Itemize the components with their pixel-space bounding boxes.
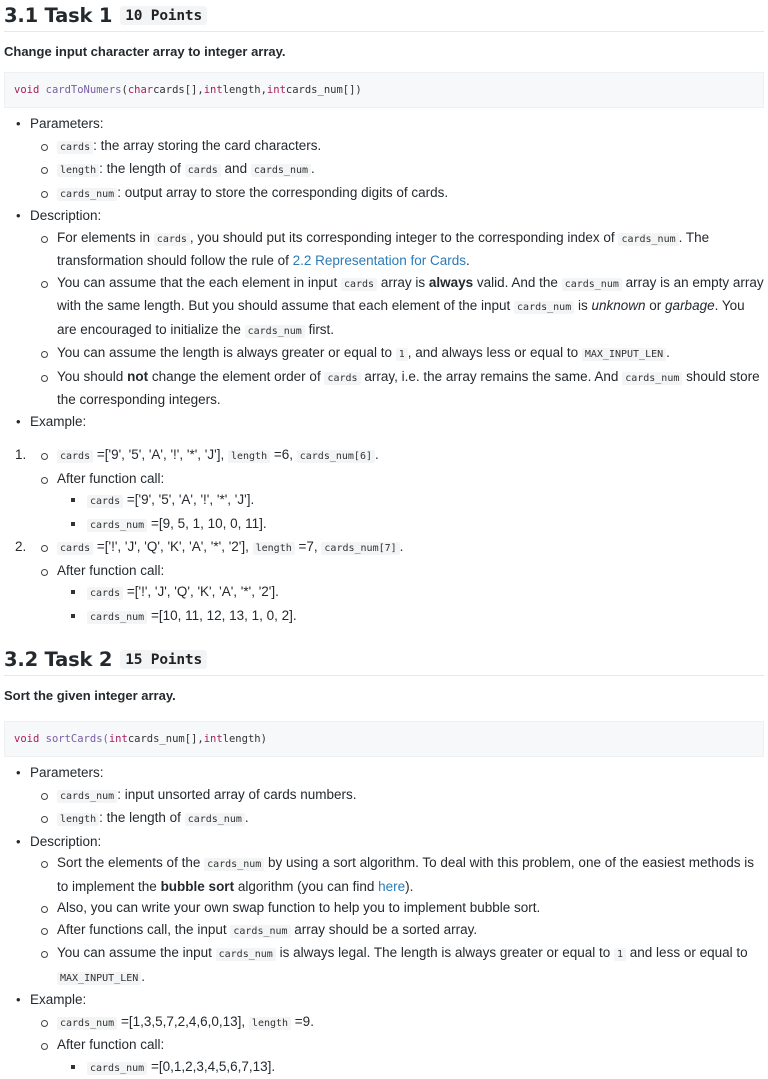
task1-example-2 bbox=[4, 536, 764, 560]
desc-text: You can assume the length is always greater or equal to bbox=[57, 345, 396, 360]
task2-desc-label: • Description: bbox=[4, 831, 764, 853]
param-text: and bbox=[221, 161, 251, 176]
sig1-p2-type: int bbox=[204, 84, 223, 96]
param-text: : the length of bbox=[99, 810, 185, 825]
desc-text: . The transformation should follow the rule of bbox=[57, 230, 709, 269]
inline-code: cards_num bbox=[204, 858, 264, 871]
inline-code: cards bbox=[57, 542, 93, 555]
example-result bbox=[4, 489, 764, 513]
sig1-p1-type: char bbox=[128, 84, 153, 96]
example-text: . bbox=[375, 447, 379, 462]
task1-signature-code: void cardToNumers ( char cards[], int length, int cards_num[]) bbox=[4, 72, 764, 108]
inline-code: cards bbox=[87, 587, 123, 600]
task2-subtitle: Sort the given integer array. bbox=[4, 687, 764, 705]
sig1-p3-type: int bbox=[267, 84, 286, 96]
emphasis-bold: bubble sort bbox=[161, 879, 235, 894]
example-number: 1. bbox=[15, 444, 26, 466]
task2-divider bbox=[4, 675, 764, 676]
desc-text: . You are encouraged to initialize the bbox=[57, 298, 745, 337]
desc-text: For elements in bbox=[57, 230, 154, 245]
desc-text: You should bbox=[57, 369, 127, 384]
task2-desc-item bbox=[4, 919, 764, 943]
inline-code: cards_num bbox=[245, 325, 305, 338]
desc-text: array should be a sorted array. bbox=[291, 922, 478, 937]
param-text: : the array storing the card characters. bbox=[93, 138, 321, 153]
desc-text: is bbox=[574, 298, 591, 313]
desc-text: , and always less or equal to bbox=[408, 345, 582, 360]
task2-param-item bbox=[4, 784, 764, 808]
task1-title: 3.1 Task 1 bbox=[4, 4, 112, 27]
inline-code: cards bbox=[324, 372, 360, 385]
inline-code: length bbox=[249, 1017, 291, 1030]
desc-text: valid. And the bbox=[473, 275, 562, 290]
inline-code: cards_num bbox=[514, 301, 574, 314]
task1-desc-label: • Description: bbox=[4, 205, 764, 227]
example-result bbox=[4, 1056, 764, 1079]
desc-text: You can assume the input bbox=[57, 945, 216, 960]
sig2-p1-type: int bbox=[109, 733, 128, 745]
task2-signature-code bbox=[4, 721, 764, 757]
sig2-p2-type: int bbox=[204, 733, 223, 745]
inline-code: cards_num bbox=[57, 790, 117, 803]
inline-code: length bbox=[253, 542, 295, 555]
desc-text: You can assume that the each element in input bbox=[57, 275, 341, 290]
example-text: =['!', 'J', 'Q', 'K', 'A', '*', '2']. bbox=[123, 584, 279, 599]
task2-title: 3.2 Task 2 bbox=[4, 648, 112, 671]
desc-text: algorithm (you can find bbox=[234, 879, 378, 894]
inline-code: length bbox=[228, 450, 270, 463]
sig2-p1: cards_num[], bbox=[128, 733, 204, 745]
sig1-p3: cards_num[]) bbox=[286, 84, 362, 96]
emphasis-bold: not bbox=[127, 369, 148, 384]
desc-text: , you should put its corresponding integer to the corresponding index of bbox=[190, 230, 619, 245]
desc-text: array is bbox=[377, 275, 429, 290]
representation-for-cards-link[interactable]: 2.2 Representation for Cards bbox=[293, 253, 466, 268]
example-result bbox=[4, 605, 764, 629]
emphasis-italic: unknown bbox=[591, 298, 645, 313]
desc-text: is always legal. The length is always greater or equal to bbox=[276, 945, 614, 960]
inline-code: cards_num bbox=[622, 372, 682, 385]
task1-points-badge: 10 Points bbox=[120, 6, 207, 25]
task2-example-label: • Example: bbox=[4, 989, 764, 1011]
example-result bbox=[4, 513, 764, 537]
inline-code: length bbox=[57, 813, 99, 826]
example-text: =[10, 11, 12, 13, 1, 0, 2]. bbox=[147, 608, 296, 623]
task2-desc-item bbox=[4, 852, 764, 897]
task1-param-item bbox=[4, 135, 764, 159]
inline-code: cards bbox=[57, 450, 93, 463]
sig1-function-name: cardToNumers bbox=[46, 84, 122, 96]
inline-code: cards bbox=[57, 141, 93, 154]
desc-text: . bbox=[466, 253, 470, 268]
inline-code: cards_num bbox=[185, 813, 245, 826]
example-text: =[0,1,2,3,4,5,6,7,13]. bbox=[147, 1059, 275, 1074]
inline-code: cards_num[6] bbox=[297, 450, 375, 463]
param-text: : output array to store the corresponding digits of cards. bbox=[117, 185, 448, 200]
sig1-p2: length, bbox=[223, 84, 267, 96]
example-text: =6, bbox=[270, 447, 297, 462]
sig1-p1: cards[], bbox=[153, 84, 204, 96]
task1-desc-item bbox=[4, 342, 764, 366]
task1-example-1 bbox=[4, 444, 764, 468]
task2-heading bbox=[4, 646, 764, 673]
task2-desc-item: Also, you can write your own swap function to help you to implement bubble sort. bbox=[4, 897, 764, 919]
example-text: . bbox=[400, 539, 404, 554]
task1-param-item bbox=[4, 158, 764, 182]
example-result bbox=[4, 581, 764, 605]
inline-code: cards_num bbox=[618, 233, 678, 246]
inline-code: 1 bbox=[396, 348, 408, 361]
task1-param-item bbox=[4, 182, 764, 206]
inline-code: MAX_INPUT_LEN bbox=[582, 348, 666, 361]
desc-text: . bbox=[666, 345, 670, 360]
emphasis-italic: garbage bbox=[665, 298, 715, 313]
example-text: =9. bbox=[291, 1014, 314, 1029]
example-number: 2. bbox=[15, 536, 26, 558]
desc-text: by using a sort algorithm. To deal with this problem, one of the easiest methods is to implement the bbox=[57, 855, 754, 894]
inline-code: cards bbox=[87, 495, 123, 508]
sig2-return-type: void bbox=[14, 733, 39, 745]
task2-param-item bbox=[4, 807, 764, 831]
inline-code: 1 bbox=[614, 948, 626, 961]
desc-text: first. bbox=[305, 322, 334, 337]
sig1-return-type: void bbox=[14, 84, 39, 96]
example-text: =['9', '5', 'A', '!', '*', 'J'], bbox=[93, 447, 228, 462]
param-text: : input unsorted array of cards numbers. bbox=[117, 787, 356, 802]
desc-text: ). bbox=[405, 879, 413, 894]
param-text: : the length of bbox=[99, 161, 185, 176]
desc-text: should store the corresponding integers. bbox=[57, 369, 760, 408]
example-text: =[1,3,5,7,2,4,6,0,13], bbox=[117, 1014, 249, 1029]
desc-text: array, i.e. the array remains the same. And bbox=[361, 369, 623, 384]
inline-code: cards_num bbox=[562, 278, 622, 291]
desc-text: or bbox=[646, 298, 666, 313]
example-after-call: After function call: bbox=[4, 1034, 764, 1056]
task1-divider bbox=[4, 31, 764, 32]
task2-body bbox=[4, 762, 764, 1079]
inline-code: cards bbox=[341, 278, 377, 291]
task1-desc-item bbox=[4, 366, 764, 411]
bubble-sort-here-link[interactable]: here bbox=[378, 879, 405, 894]
task1-heading bbox=[4, 2, 764, 29]
task1-desc-item bbox=[4, 272, 764, 343]
task1-body bbox=[4, 113, 764, 628]
emphasis-bold: always bbox=[429, 275, 473, 290]
inline-code: MAX_INPUT_LEN bbox=[57, 972, 141, 985]
example-text: =['9', '5', 'A', '!', '*', 'J']. bbox=[123, 492, 254, 507]
inline-code: length bbox=[57, 164, 99, 177]
inline-code: cards_num[7] bbox=[321, 542, 399, 555]
desc-text: change the element order of bbox=[148, 369, 324, 384]
inline-code: cards bbox=[185, 164, 221, 177]
example-text: =['!', 'J', 'Q', 'K', 'A', '*', '2'], bbox=[93, 539, 253, 554]
inline-code: cards_num bbox=[87, 519, 147, 532]
task1-subtitle: Change input character array to integer array. bbox=[4, 43, 764, 61]
param-text: . bbox=[245, 810, 249, 825]
example-after-call: After function call: bbox=[4, 468, 764, 490]
param-text: . bbox=[311, 161, 315, 176]
inline-code: cards_num bbox=[87, 611, 147, 624]
inline-code: cards bbox=[154, 233, 190, 246]
example-after-call: After function call: bbox=[4, 560, 764, 582]
sig2-function-name: sortCards bbox=[46, 733, 103, 745]
inline-code: cards_num bbox=[57, 1017, 117, 1030]
desc-text: . bbox=[141, 969, 145, 984]
desc-text: array is an empty array with the same length. But you should assume that each element of the input bbox=[57, 275, 764, 314]
inline-code: cards_num bbox=[87, 1062, 147, 1075]
desc-text: and less or equal to bbox=[626, 945, 748, 960]
sig2-p2: length) bbox=[223, 733, 267, 745]
inline-code: cards_num bbox=[216, 948, 276, 961]
task2-desc-item bbox=[4, 942, 764, 989]
example-text: =[9, 5, 1, 10, 0, 11]. bbox=[147, 516, 266, 531]
inline-code: cards_num bbox=[230, 925, 290, 938]
sig2-open-paren: ( bbox=[103, 733, 109, 745]
example-text: =7, bbox=[295, 539, 322, 554]
task2-points-badge: 15 Points bbox=[120, 650, 207, 669]
task1-example-label: • Example: bbox=[4, 411, 764, 433]
task2-params-label: • Parameters: bbox=[4, 762, 764, 784]
task1-params-label: • Parameters: bbox=[4, 113, 764, 135]
inline-code: cards_num bbox=[57, 188, 117, 201]
task1-desc-item bbox=[4, 227, 764, 272]
task2-example bbox=[4, 1011, 764, 1035]
desc-text: Sort the elements of the bbox=[57, 855, 204, 870]
inline-code: cards_num bbox=[251, 164, 311, 177]
desc-text: After functions call, the input bbox=[57, 922, 230, 937]
